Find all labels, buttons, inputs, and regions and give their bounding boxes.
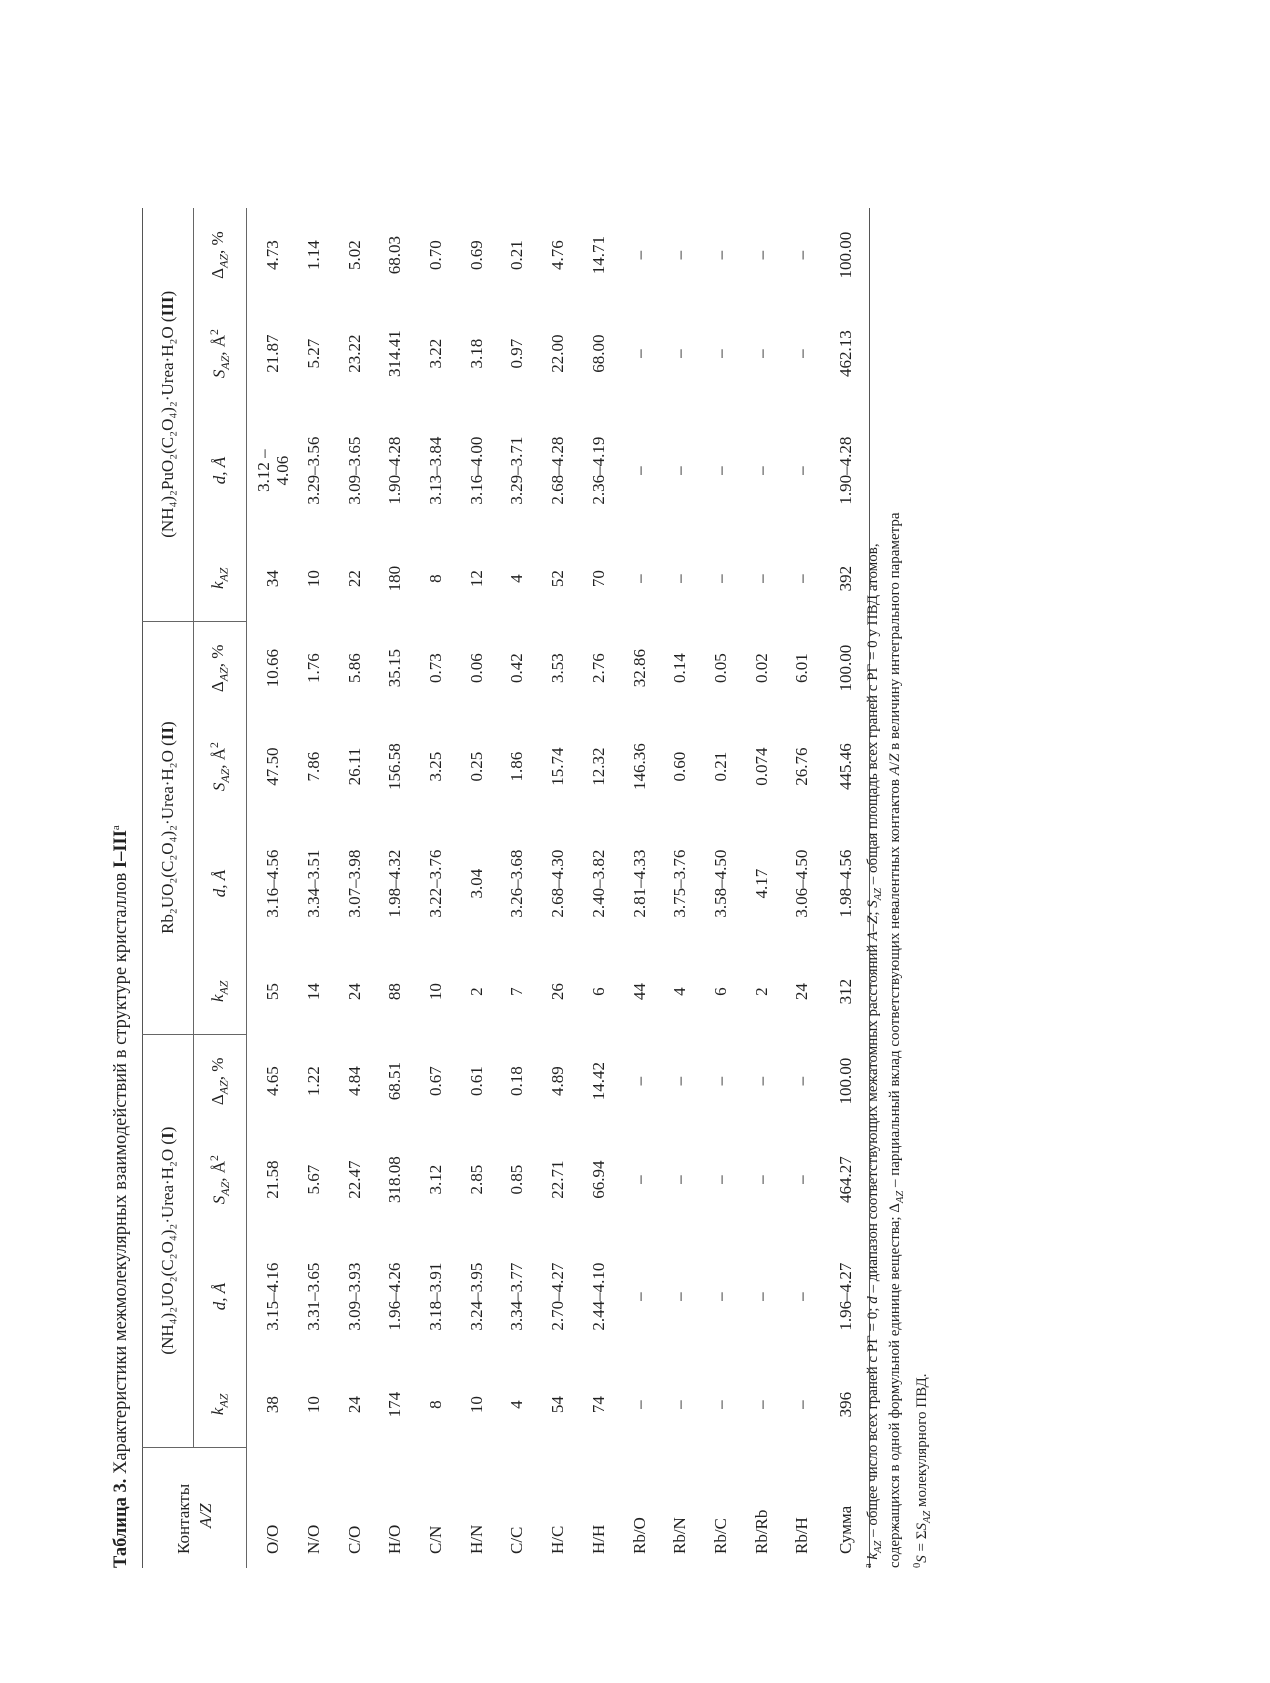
compound-header-2 xyxy=(143,621,194,1034)
cell-s: 0.25 xyxy=(466,751,486,782)
cell-d: 3.29–3.56 xyxy=(304,436,324,505)
cell-k: 38 xyxy=(263,1396,283,1414)
caption-label: Таблица 3. xyxy=(111,1478,132,1568)
cell-d: 3.07–3.98 xyxy=(344,849,364,918)
cell-d: 3.04 xyxy=(466,868,486,899)
cell-d: – xyxy=(670,466,690,475)
cell-k: 6 xyxy=(588,987,608,996)
cell-d: 3.34–3.77 xyxy=(507,1262,527,1331)
cell-d: 3.34–3.51 xyxy=(304,849,324,918)
cell-k: 180 xyxy=(385,565,405,592)
col-header-k xyxy=(194,536,247,621)
contact-label: H/O xyxy=(385,1524,405,1554)
compound-close-paren: ) xyxy=(158,721,177,727)
cell-delta: – xyxy=(629,250,649,260)
cell-delta: 6.01 xyxy=(792,653,812,683)
cell-s: – xyxy=(670,1175,690,1184)
cell-delta: 0.06 xyxy=(466,653,486,683)
cell-k: 74 xyxy=(588,1396,608,1414)
cell-s: 66.94 xyxy=(588,1160,608,1199)
compound-header-3 xyxy=(143,208,194,621)
cell-delta: 100.00 xyxy=(835,644,855,692)
cell-delta: – xyxy=(670,1076,690,1086)
cell-delta: 4.84 xyxy=(344,1066,364,1096)
cell-delta: 0.42 xyxy=(507,653,527,683)
col-header-k-symbol: k xyxy=(208,581,228,590)
cell-s: 3.18 xyxy=(466,338,486,369)
cell-k: – xyxy=(670,574,690,583)
cell-d: 3.75–3.76 xyxy=(670,849,690,918)
table-footnotes xyxy=(860,208,936,1568)
cell-k: – xyxy=(792,1400,812,1409)
table-row xyxy=(456,208,497,1568)
column-header-row xyxy=(194,208,247,1568)
cell-k: 24 xyxy=(344,983,364,1001)
cell-d: – xyxy=(710,466,730,475)
caption-ref: I–III xyxy=(111,830,132,869)
col-header-s-unit: , Å xyxy=(209,334,229,356)
cell-s: 2.85 xyxy=(466,1164,486,1195)
cell-k: 26 xyxy=(548,983,568,1001)
cell-k: 4 xyxy=(507,574,527,583)
cell-delta: 1.22 xyxy=(304,1066,324,1096)
cell-delta: 68.51 xyxy=(385,1062,405,1101)
cell-delta: 0.67 xyxy=(426,1066,446,1096)
cell-s: 21.58 xyxy=(263,1160,283,1199)
table-row xyxy=(375,208,416,1568)
rotated-page xyxy=(108,208,1128,1568)
cell-s: 5.27 xyxy=(304,338,324,369)
col-header-k-sub xyxy=(217,568,231,582)
compound-label: II xyxy=(158,726,177,741)
cell-delta: 0.21 xyxy=(507,240,527,270)
cell-delta: 14.42 xyxy=(588,1062,608,1101)
compound-label: I xyxy=(158,1132,177,1139)
cell-delta: 35.15 xyxy=(385,648,405,688)
cell-s: 0.97 xyxy=(507,338,527,369)
cell-d: 3.13–3.84 xyxy=(426,436,446,505)
col-header-k-sub xyxy=(217,1394,231,1408)
cell-k: – xyxy=(751,574,771,583)
cell-delta: 5.86 xyxy=(344,653,364,683)
cell-s: 0.60 xyxy=(670,751,690,782)
col-header-k xyxy=(194,949,247,1034)
cell-d: 2.36–4.19 xyxy=(588,436,608,505)
col-header-s-exp: 2 xyxy=(206,1155,221,1162)
cell-s: – xyxy=(751,1175,771,1184)
cell-delta: – xyxy=(710,1076,730,1086)
cell-delta: – xyxy=(710,250,730,260)
cell-d: 3.22–3.76 xyxy=(426,849,446,918)
col-header-d-text: d, Å xyxy=(210,1282,229,1311)
col-header-d-text: d, Å xyxy=(210,869,229,898)
cell-delta: – xyxy=(629,1076,649,1086)
cell-s: – xyxy=(710,1175,730,1184)
contact-label: Rb/H xyxy=(792,1517,812,1554)
contacts-header-line2: A/Z xyxy=(195,1503,215,1528)
col-header-delta-unit: , % xyxy=(208,644,228,668)
col-header-s-symbol: S xyxy=(209,782,229,792)
cell-s: 0.074 xyxy=(751,747,771,786)
cell-s: 318.08 xyxy=(385,1156,405,1203)
cell-delta: 0.05 xyxy=(710,653,730,683)
cell-s: 0.85 xyxy=(507,1164,527,1195)
cell-delta: 0.61 xyxy=(466,1066,486,1096)
cell-d: 1.90–4.28 xyxy=(835,436,855,505)
col-header-s xyxy=(194,302,247,405)
compound-header-1 xyxy=(143,1034,194,1447)
cell-d: 3.16–4.00 xyxy=(466,436,486,505)
cell-s: 3.12 xyxy=(426,1164,446,1195)
col-header-s-sub xyxy=(218,356,232,370)
col-header-k-symbol: k xyxy=(208,1407,228,1416)
cell-k: 52 xyxy=(548,570,568,588)
cell-k: 10 xyxy=(304,570,324,588)
cell-d: 3.26–3.68 xyxy=(507,849,527,918)
cell-s: 22.71 xyxy=(548,1160,568,1199)
cell-s: 47.50 xyxy=(263,747,283,786)
cell-k: – xyxy=(710,574,730,583)
table-row xyxy=(334,208,375,1568)
cell-d: 2.81–4.33 xyxy=(629,849,649,918)
contact-label: C/O xyxy=(344,1525,364,1554)
cell-delta: 100.00 xyxy=(835,1057,855,1105)
cell-s: 7.86 xyxy=(304,751,324,782)
col-header-s-symbol: S xyxy=(209,369,229,379)
table-row xyxy=(701,208,742,1568)
cell-delta: 4.76 xyxy=(548,240,568,270)
compound-formula: (NH₄)₂PuO₂(C₂O₄)₂·Urea·H₂O ( xyxy=(158,316,177,538)
cell-d: 1.96–4.26 xyxy=(385,1262,405,1331)
col-header-d xyxy=(194,405,247,536)
compound-formula: Rb₂UO₂(C₂O₄)₂·Urea·H₂O ( xyxy=(158,740,177,934)
cell-s: 22.47 xyxy=(344,1160,364,1199)
cell-k: 12 xyxy=(466,570,486,588)
footnote-line-3: $^0S = \Sigma S_{AZ}$ молекулярного ПВД. xyxy=(912,1373,933,1568)
cell-k: 10 xyxy=(466,1396,486,1414)
table-caption xyxy=(110,208,132,1568)
col-header-delta-sub xyxy=(217,254,231,268)
cell-d: 3.06–4.50 xyxy=(792,849,812,918)
cell-k: 2 xyxy=(751,987,771,996)
col-header-d xyxy=(194,818,247,949)
cell-d: 3.09–3.93 xyxy=(344,1262,364,1331)
cell-s: 15.74 xyxy=(548,747,568,786)
cell-d: – xyxy=(792,466,812,475)
cell-delta: – xyxy=(670,250,690,260)
cell-d: – xyxy=(751,466,771,475)
cell-s: 0.21 xyxy=(710,751,730,782)
table-row xyxy=(497,208,538,1568)
cell-d: 3.15–4.16 xyxy=(263,1262,283,1331)
cell-d: 2.70–4.27 xyxy=(548,1262,568,1331)
cell-d: 2.68–4.30 xyxy=(548,849,568,918)
cell-delta: – xyxy=(751,250,771,260)
col-header-s-symbol: S xyxy=(209,1195,229,1205)
cell-delta: 4.65 xyxy=(263,1066,283,1096)
col-header-s xyxy=(194,715,247,818)
cell-k: 312 xyxy=(835,978,855,1005)
col-header-delta-sub xyxy=(217,667,231,681)
cell-d: 3.09–3.65 xyxy=(344,436,364,505)
col-header-s-unit: , Å xyxy=(209,1161,229,1182)
table-row xyxy=(538,208,579,1568)
cell-s: 3.25 xyxy=(426,751,446,782)
compound-label: III xyxy=(158,296,177,317)
cell-delta: – xyxy=(792,250,812,260)
cell-s: 26.11 xyxy=(344,747,364,786)
col-header-delta-sub-text: AZ xyxy=(216,253,231,268)
cell-k: 174 xyxy=(385,1391,405,1418)
cell-k: 7 xyxy=(507,987,527,996)
cell-delta: 10.66 xyxy=(263,648,283,688)
table-row xyxy=(416,208,457,1568)
cell-delta: 4.73 xyxy=(263,240,283,270)
col-header-delta-symbol: Δ xyxy=(208,1094,228,1106)
cell-s: – xyxy=(751,349,771,358)
caption-note-mark: a xyxy=(110,825,122,831)
contact-label: Rb/C xyxy=(710,1518,730,1554)
cell-k: 392 xyxy=(835,565,855,592)
col-header-delta-sub xyxy=(217,1080,231,1094)
cell-delta: 14.71 xyxy=(588,235,608,275)
cell-delta: 3.53 xyxy=(548,653,568,683)
cell-d: 4.17 xyxy=(751,868,771,899)
cell-k: 8 xyxy=(426,574,446,583)
cell-s: 5.67 xyxy=(304,1164,324,1195)
contact-label: C/N xyxy=(426,1525,446,1554)
cell-delta: 0.70 xyxy=(426,240,446,270)
cell-k: – xyxy=(629,574,649,583)
col-header-k-sub-text: AZ xyxy=(216,567,231,582)
contact-label: Rb/O xyxy=(629,1517,649,1554)
cell-delta: 32.86 xyxy=(629,648,649,688)
cell-d: 2.40–3.82 xyxy=(588,849,608,918)
cell-delta: 0.02 xyxy=(751,653,771,683)
cell-k: 70 xyxy=(588,570,608,588)
contact-label: H/N xyxy=(466,1524,486,1554)
cell-d: 1.96–4.27 xyxy=(835,1262,855,1331)
contact-label: H/H xyxy=(588,1524,608,1554)
contact-label: H/C xyxy=(548,1525,568,1554)
col-header-s-exp: 2 xyxy=(206,329,221,335)
cell-k: 4 xyxy=(507,1400,527,1409)
col-header-delta-sub-text: AZ xyxy=(216,1080,231,1095)
col-header-s-exp: 2 xyxy=(206,742,221,748)
contacts-header xyxy=(143,1447,247,1568)
cell-d: 3.24–3.95 xyxy=(466,1262,486,1331)
table-row xyxy=(619,208,660,1568)
col-header-s-sub xyxy=(218,1182,232,1196)
cell-delta: 68.03 xyxy=(385,235,405,275)
col-header-d xyxy=(194,1231,247,1362)
cell-s: 1.86 xyxy=(507,751,527,782)
footnote-line-1: $^a$ $k_{AZ}$ – общее число всех граней с РГ = 0; d – диапазон соответствующих межатомных расстояний A–Z; $S_{AZ}$ – общая площадь всех граней с РГ = 0 у ПВД атомов, xyxy=(863,543,884,1568)
contact-label: O/O xyxy=(263,1524,283,1554)
cell-delta: 100.00 xyxy=(835,231,855,279)
contact-label: Rb/N xyxy=(670,1517,690,1554)
contact-label: Сумма xyxy=(835,1505,855,1554)
col-header-delta-sub-text: AZ xyxy=(216,667,231,682)
col-header-k-symbol: k xyxy=(208,994,228,1003)
col-header-s-sub-text: AZ xyxy=(218,768,233,783)
cell-d: 2.68–4.28 xyxy=(548,436,568,505)
cell-d: – xyxy=(629,466,649,475)
cell-d: 1.90–4.28 xyxy=(385,436,405,505)
cell-s: 26.76 xyxy=(792,747,812,786)
cell-s: – xyxy=(792,349,812,358)
table-row xyxy=(660,208,701,1568)
col-header-delta xyxy=(194,1034,247,1128)
cell-k: 54 xyxy=(548,1396,568,1414)
cell-k: 88 xyxy=(385,983,405,1001)
cell-k: – xyxy=(751,1400,771,1409)
cell-k: 10 xyxy=(304,1396,324,1414)
cell-s: 445.46 xyxy=(835,743,855,790)
cell-k: 2 xyxy=(466,987,486,996)
cell-k: 34 xyxy=(263,570,283,588)
cell-k: 4 xyxy=(670,987,690,996)
cell-delta: 0.18 xyxy=(507,1066,527,1096)
col-header-s-sub-text: AZ xyxy=(218,1181,233,1196)
cell-k: 24 xyxy=(792,983,812,1001)
col-header-delta xyxy=(194,621,247,715)
cell-d: 3.12 – 4.06 xyxy=(254,449,293,492)
footnote-line-2: содержащихся в одной формульной единице вещества; $\Delta_{AZ}$ – парциальный вклад соответствующих невалентных контактов A/Z в величину интегрального параметра xyxy=(887,512,906,1568)
cell-s: 21.87 xyxy=(263,334,283,373)
cell-d: 3.58–4.50 xyxy=(710,849,730,918)
cell-k: 10 xyxy=(426,983,446,1001)
col-header-s-sub xyxy=(218,769,232,783)
table-body xyxy=(247,208,870,1568)
cell-s: 146.36 xyxy=(629,743,649,790)
contacts-header-line1: Контакты xyxy=(173,1483,193,1554)
col-header-k-sub-text: AZ xyxy=(216,1393,231,1408)
cell-d: 3.29–3.71 xyxy=(507,436,527,505)
cell-s: – xyxy=(792,1175,812,1184)
cell-delta: 0.73 xyxy=(426,653,446,683)
cell-k: – xyxy=(629,1400,649,1409)
cell-k: – xyxy=(670,1400,690,1409)
cell-d: – xyxy=(710,1292,730,1301)
col-header-delta-symbol: Δ xyxy=(208,681,228,693)
cell-s: – xyxy=(629,1175,649,1184)
cell-k: 44 xyxy=(629,983,649,1001)
col-header-k-sub-text: AZ xyxy=(216,980,231,995)
cell-delta: 1.14 xyxy=(304,240,324,270)
cell-k: 8 xyxy=(426,1400,446,1409)
cell-d: 1.98–4.56 xyxy=(835,849,855,918)
caption-text: Характеристики межмолекулярных взаимодействий в структуре кристаллов xyxy=(111,872,132,1474)
col-header-delta-unit: , % xyxy=(208,231,228,254)
contact-label: C/C xyxy=(507,1526,527,1554)
cell-k: 22 xyxy=(344,570,364,588)
cell-s: 314.41 xyxy=(385,330,405,377)
col-header-delta xyxy=(194,208,247,302)
cell-s: 3.22 xyxy=(426,338,446,369)
cell-k: 55 xyxy=(263,983,283,1001)
cell-delta: 0.14 xyxy=(670,653,690,683)
col-header-s xyxy=(194,1128,247,1231)
cell-s: 23.22 xyxy=(344,334,364,373)
cell-delta: – xyxy=(751,1076,771,1086)
cell-delta: 2.76 xyxy=(588,653,608,683)
col-header-delta-symbol: Δ xyxy=(208,267,228,279)
cell-d: – xyxy=(792,1292,812,1301)
contacts-table xyxy=(142,208,870,1568)
col-header-s-sub-text: AZ xyxy=(218,355,233,370)
cell-s: 156.58 xyxy=(385,743,405,790)
table-row xyxy=(782,208,823,1568)
compound-header-row xyxy=(143,208,194,1568)
cell-s: 12.32 xyxy=(588,747,608,786)
cell-k: – xyxy=(792,574,812,583)
cell-s: 22.00 xyxy=(548,334,568,373)
col-header-s-unit: , Å xyxy=(209,747,229,769)
col-header-d-text: d, Å xyxy=(210,456,229,485)
contact-label: N/O xyxy=(304,1524,324,1554)
cell-k: 396 xyxy=(835,1391,855,1418)
cell-d: – xyxy=(751,1292,771,1301)
cell-s: 68.00 xyxy=(588,334,608,373)
cell-d: – xyxy=(629,1292,649,1301)
table-row xyxy=(294,208,335,1568)
cell-d: 3.16–4.56 xyxy=(263,849,283,918)
cell-d: – xyxy=(670,1292,690,1301)
compound-formula: (NH₄)₂UO₂(C₂O₄)₂·Urea·H₂O ( xyxy=(158,1138,177,1355)
cell-s: 462.13 xyxy=(835,330,855,377)
cell-delta: 1.76 xyxy=(304,653,324,683)
cell-k: – xyxy=(710,1400,730,1409)
cell-k: 14 xyxy=(304,983,324,1001)
cell-s: 464.27 xyxy=(835,1156,855,1203)
table-row xyxy=(247,208,294,1568)
col-header-k-sub xyxy=(217,981,231,995)
compound-close-paren: ) xyxy=(158,290,177,297)
compound-close-paren: ) xyxy=(158,1126,177,1133)
cell-k: 6 xyxy=(710,987,730,996)
contact-label: Rb/Rb xyxy=(751,1509,771,1554)
cell-s: – xyxy=(710,349,730,358)
cell-delta: 5.02 xyxy=(344,240,364,270)
col-header-delta-unit: , % xyxy=(208,1057,228,1081)
cell-d: 3.31–3.65 xyxy=(304,1262,324,1331)
table-row xyxy=(579,208,620,1568)
table-row xyxy=(741,208,782,1568)
cell-k: 24 xyxy=(344,1396,364,1414)
cell-s: – xyxy=(670,349,690,358)
cell-d: 1.98–4.32 xyxy=(385,849,405,918)
cell-delta: 4.89 xyxy=(548,1066,568,1096)
cell-s: – xyxy=(629,349,649,358)
col-header-k xyxy=(194,1362,247,1447)
cell-d: 2.44–4.10 xyxy=(588,1262,608,1331)
cell-delta: – xyxy=(792,1076,812,1086)
cell-delta: 0.69 xyxy=(466,240,486,270)
cell-d: 3.18–3.91 xyxy=(426,1262,446,1331)
